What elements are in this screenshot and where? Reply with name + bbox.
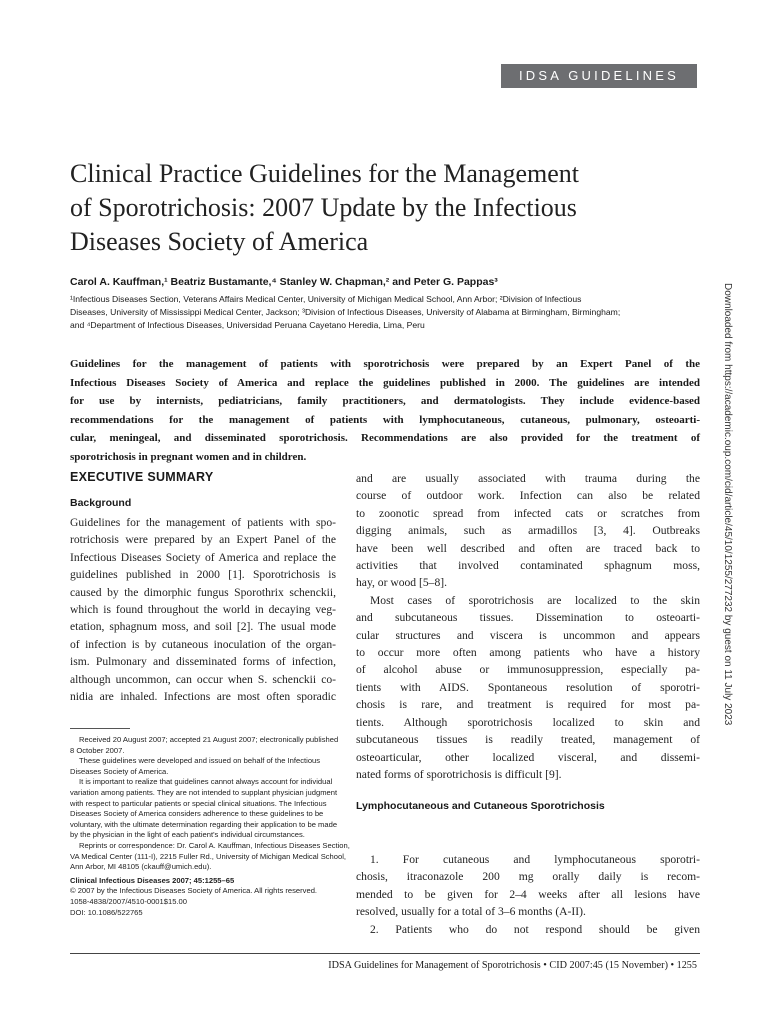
recommendations xyxy=(356,851,700,938)
footnote-divider xyxy=(70,728,130,729)
article-title xyxy=(70,157,630,259)
recommendation-line: 2. Patients who do not respond should be given xyxy=(370,922,700,936)
body-line: of alcohol abuse or immunosuppression, especially pa- xyxy=(356,663,700,677)
note-line: 8 October 2007. xyxy=(70,745,125,755)
note-line: Ann Arbor, MI 48105 (ckauff@umich.edu). xyxy=(70,862,212,872)
affiliation-line: Diseases, University of Mississippi Medical Center, Jackson; ³Division of Infectious Diseases, University of Alabama at Birmingham, Birmingham; xyxy=(70,307,621,317)
body-line: activities that involved contaminated sphagnum moss, xyxy=(356,559,700,573)
abstract-line: recommendations for the management of patients with lymphocutaneous, cutaneous, pulmonary, osteoarti- xyxy=(70,413,700,426)
body-line: caused by the dimorphic fungus Sporothrix schenckii, xyxy=(70,585,336,599)
body-line: of infection is by cutaneous inoculation of the organ- xyxy=(70,637,336,651)
body-line: hay, or wood [5–8]. xyxy=(356,576,448,590)
body-line: to occur more often among patients who have a history xyxy=(356,646,700,660)
note-line: These guidelines were developed and issued on behalf of the Infectious xyxy=(79,756,321,766)
abstract-line: for use by internists, pediatricians, family practitioners, and dermatologists. They include evidence-based xyxy=(70,395,700,407)
body-line: osteoarticular, other localized visceral, and dissemi- xyxy=(356,750,700,764)
body-line: Guidelines for the management of patients with spo- xyxy=(70,516,336,529)
journal-citation: Clinical Infectious Diseases 2007; 45:1255–65 xyxy=(70,875,235,885)
affiliation-line: and ⁴Department of Infectious Diseases, Universidad Peruana Cayetano Heredia, Lima, Peru xyxy=(70,320,425,330)
left-column-body xyxy=(70,514,336,705)
recommendation-line: chosis, itraconazole 200 mg orally daily is recom- xyxy=(356,870,700,884)
page-footer: IDSA Guidelines for Management of Sporotrichosis • CID 2007:45 (15 November) • 1255 xyxy=(328,960,697,971)
note-line: with respect to particular patients or special clinical situations. The Infectious xyxy=(70,798,327,808)
body-line: Most cases of sporotrichosis are localized to the skin xyxy=(370,593,700,607)
body-line: rotrichosis were prepared by an Expert Panel of the xyxy=(70,533,336,547)
affiliation-line: ¹Infectious Diseases Section, Veterans Affairs Medical Center, University of Michigan Medical School, Ann Arbor; ²Division of Infectious xyxy=(70,294,582,304)
article-notes xyxy=(70,735,350,918)
body-line: to zoonotic spread from infected cats or scratches from xyxy=(356,506,700,520)
body-line: digging animals, such as armadillos [3, 4]. Outbreaks xyxy=(356,524,700,538)
note-line: Diseases Society of America. xyxy=(70,766,169,776)
footer-divider xyxy=(70,953,700,954)
note-line: Diseases Society of America considers adherence to these guidelines to be xyxy=(70,809,324,819)
body-line: cular structures and viscera is uncommon and appears xyxy=(356,628,700,642)
recommendation-line: mended to be given for 2–4 weeks after all lesions have xyxy=(356,887,700,901)
note-line: VA Medical Center (111-I), 2215 Fuller Rd., University of Michigan Medical School, xyxy=(70,851,347,861)
body-line: guidelines published in 2000 [1]. Sporotrichosis is xyxy=(70,568,336,582)
section-banner: IDSA GUIDELINES xyxy=(501,64,697,88)
body-line: and subcutaneous tissues. Dissemination to osteoarti- xyxy=(356,611,700,625)
title-line: Clinical Practice Guidelines for the Management xyxy=(70,159,579,188)
body-line: which is found throughout the world in decaying veg- xyxy=(70,603,336,617)
doi-line: DOI: 10.1086/522765 xyxy=(70,907,143,917)
executive-summary-heading: EXECUTIVE SUMMARY xyxy=(70,470,214,484)
body-line: and are usually associated with trauma during the xyxy=(356,472,700,485)
body-line: Infectious Diseases Society of America and replace the xyxy=(70,550,336,564)
body-line: although uncommon, can occur when S. schenckii co- xyxy=(70,672,336,686)
note-line: voluntary, with the ultimate determination regarding their application to be made xyxy=(70,819,338,829)
abstract xyxy=(70,355,700,466)
note-line: Reprints or correspondence: Dr. Carol A. Kauffman, Infectious Diseases Section, xyxy=(79,840,350,850)
body-line: etation, sphagnum moss, and soil [2]. The usual mode xyxy=(70,620,336,634)
note-line: by the physician in the light of each patient's individual circumstances. xyxy=(70,830,305,840)
background-heading: Background xyxy=(70,497,132,509)
title-line: Diseases Society of America xyxy=(70,227,369,256)
abstract-line: Guidelines for the management of patients with sporotrichosis were prepared by an Expert Panel of the xyxy=(70,358,700,370)
body-line: ism. Pulmonary and disseminated forms of infection, xyxy=(70,655,336,669)
title-line: of Sporotrichosis: 2007 Update by the Infectious xyxy=(70,193,577,222)
note-line: variation among patients. They are not intended to supplant physician judgment xyxy=(70,787,338,797)
note-line: Received 20 August 2007; accepted 21 August 2007; electronically published xyxy=(79,735,339,744)
body-line: chosis is rare, and treatment is required for most pa- xyxy=(356,698,700,712)
recommendation-line: 1. For cutaneous and lymphocutaneous sporotri- xyxy=(370,853,700,866)
abstract-line: Infectious Diseases Society of America and replace the guidelines published in 2000. The guidelines are intended xyxy=(70,376,700,389)
copyright-line: 1058-4838/2007/4510-0001$15.00 xyxy=(70,896,187,906)
body-line: nated forms of sporotrichosis is difficult [9]. xyxy=(356,767,562,781)
recommendation-line: resolved, usually for a total of 3–6 months (A-II). xyxy=(356,905,586,919)
author-list: Carol A. Kauffman,¹ Beatriz Bustamante,⁴ Stanley W. Chapman,² and Peter G. Pappas³ xyxy=(70,276,498,288)
abstract-line: cular, meningeal, and disseminated sporotrichosis. Recommendations are also provided for the treatment of xyxy=(70,432,700,444)
body-line: course of outdoor work. Infection can also be related xyxy=(356,489,700,503)
body-line: have been well described and often are traced back to xyxy=(356,541,700,555)
body-line: tients. Although sporotrichosis localized to skin and xyxy=(356,715,700,729)
body-line: tients with AIDS. Spontaneous resolution of sporotri- xyxy=(356,680,700,694)
lymphocutaneous-heading: Lymphocutaneous and Cutaneous Sporotrichosis xyxy=(356,800,605,812)
body-line: subcutaneous tissues is readily treated, management of xyxy=(356,733,700,747)
affiliations xyxy=(70,293,630,332)
note-line: It is important to realize that guidelines cannot always account for individual xyxy=(79,777,333,787)
copyright-line: © 2007 by the Infectious Diseases Society of America. All rights reserved. xyxy=(70,886,318,896)
abstract-line: sporotrichosis in pregnant women and in children. xyxy=(70,450,307,463)
body-line: nidia are inhaled. Infections are most often sporadic xyxy=(70,690,336,704)
right-column-body xyxy=(356,470,700,783)
download-notice: Downloaded from https://academic.oup.com/cid/article/45/10/1255/277232 by guest on 11 July 2023 xyxy=(722,283,733,726)
